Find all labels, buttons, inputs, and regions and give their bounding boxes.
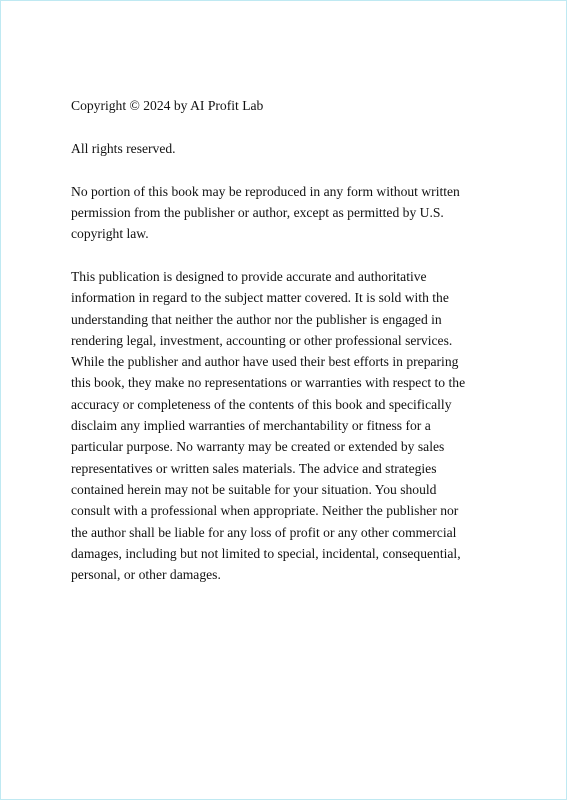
rights-line: [71, 138, 499, 159]
disclaimer-line: representatives or written sales materials. The advice and strategies: [71, 460, 437, 476]
copyright-text: Copyright © 2024 by AI Profit Lab: [71, 98, 264, 113]
page-content: [71, 95, 499, 585]
reproduction-notice-line: copyright law.: [71, 226, 149, 242]
disclaimer-line: contained herein may not be suitable for your situation. You should: [71, 481, 437, 497]
disclaimer-line: the author shall be liable for any loss of profit or any other commercial: [71, 524, 457, 540]
disclaimer-line: understanding that neither the author nor the publisher is engaged in: [71, 311, 442, 327]
copyright-line: [71, 95, 499, 116]
rights-text: All rights reserved.: [71, 140, 176, 156]
disclaimer-line: this book, they make no representations or warranties with respect to the: [71, 375, 466, 391]
disclaimer-line: damages, including but not limited to special, incidental, consequential,: [71, 545, 461, 561]
reproduction-notice: [71, 181, 499, 245]
disclaimer-line: information in regard to the subject matter covered. It is sold with the: [71, 290, 449, 306]
reproduction-notice-line: permission from the publisher or author, except as permitted by U.S.: [71, 204, 444, 220]
disclaimer-paragraph: [71, 266, 499, 585]
disclaimer-line: consult with a professional when appropriate. Neither the publisher nor: [71, 503, 459, 519]
disclaimer-line: rendering legal, investment, accounting or other professional services.: [71, 332, 453, 348]
disclaimer-line: particular purpose. No warranty may be created or extended by sales: [71, 439, 445, 455]
reproduction-notice-line: No portion of this book may be reproduced in any form without written: [71, 183, 460, 199]
disclaimer-line: While the publisher and author have used their best efforts in preparing: [71, 354, 459, 370]
disclaimer-line: accuracy or completeness of the contents of this book and specifically: [71, 396, 452, 412]
disclaimer-line: personal, or other damages.: [71, 567, 221, 583]
disclaimer-line: disclaim any implied warranties of merchantability or fitness for a: [71, 418, 431, 434]
disclaimer-line: This publication is designed to provide accurate and authoritative: [71, 268, 427, 284]
